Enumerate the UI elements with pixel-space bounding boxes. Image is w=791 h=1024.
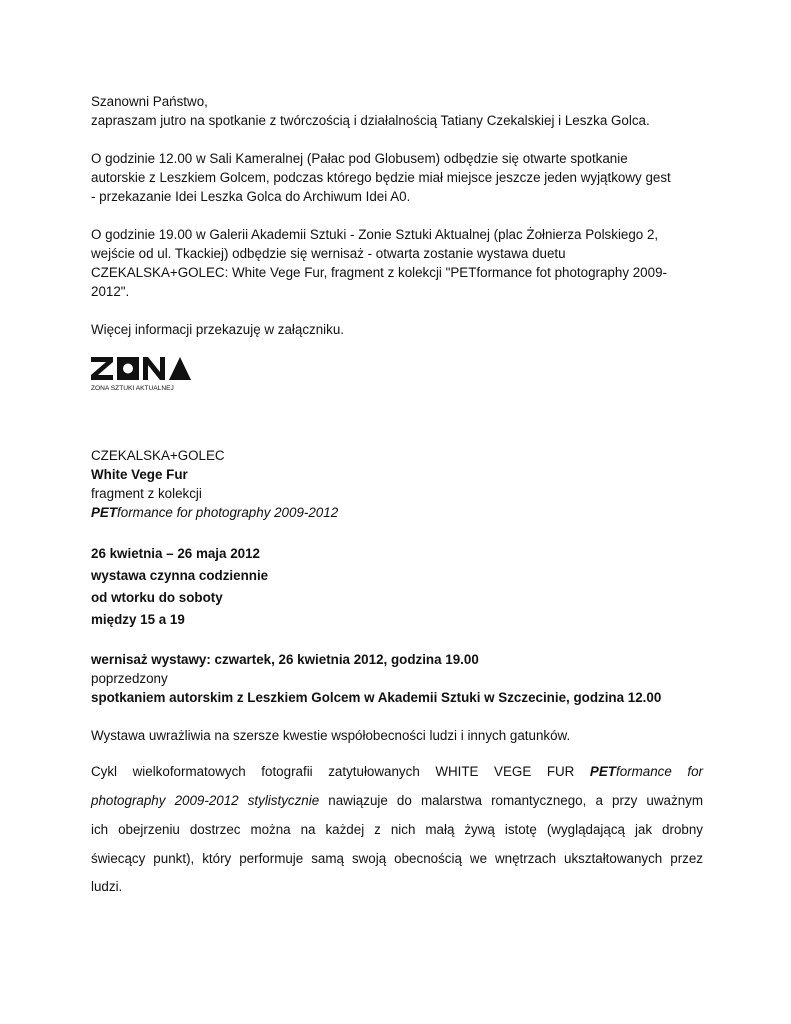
fragment-label: fragment z kolekcji <box>91 486 202 501</box>
vernissage: wernisaż wystawy: czwartek, 26 kwietnia 2012, godzina 19.00 <box>91 652 479 667</box>
para1-line: autorskie z Leszkiem Golcem, podczas którego będzie miał miejsce jeszcze jeden wyjątkowy gest <box>91 170 671 185</box>
description-sentence: Wystawa uwrażliwia na szersze kwestie współobecności ludzi i innych gatunków. <box>91 728 571 743</box>
attachment-note: Więcej informacji przekazuję w załączniku. <box>91 322 345 337</box>
zona-logo <box>91 357 201 393</box>
collection-pet: PET <box>91 505 118 520</box>
collection-rest: formance for photography 2009-2012 <box>117 505 339 520</box>
zona-logo-subtitle: ZONA SZTUKI AKTUALNEJ <box>91 385 174 392</box>
cycle-formance: formance for <box>615 764 703 779</box>
cycle-pet: PET <box>589 764 616 779</box>
description-line: ich obejrzeniu dostrzec można na każdej z nich małą żywą istotę (wyglądającą jak drobny <box>91 822 703 837</box>
description-line <box>91 791 703 811</box>
intro-line: zapraszam jutro na spotkanie z twórczością i działalnością Tatiany Czekalskiej i Leszka Golca. <box>91 113 650 128</box>
artists: CZEKALSKA+GOLEC <box>91 448 225 463</box>
para2-line: CZEKALSKA+GOLEC: White Vege Fur, fragment z kolekcji "PETformance fot photography 2009- <box>91 265 667 280</box>
exhibition-dates: 26 kwietnia – 26 maja 2012 <box>91 546 260 561</box>
open-daily: wystawa czynna codziennie <box>91 568 269 583</box>
para1-line: O godzinie 12.00 w Sali Kameralnej (Pałac pod Globusem) odbędzie się otwarte spotkanie <box>91 151 628 166</box>
open-hours: między 15 a 19 <box>91 612 185 627</box>
para2-line: O godzinie 19.00 w Galerii Akademii Sztuki - Zonie Sztuki Aktualnej (plac Żołnierza Polskiego 2, <box>91 227 659 242</box>
cycle-start: Cykl wielkoformatowych fotografii zatytułowanych WHITE VEGE FUR <box>91 764 590 779</box>
description-line <box>91 762 703 782</box>
open-days: od wtorku do soboty <box>91 590 223 605</box>
greeting: Szanowni Państwo, <box>91 94 208 109</box>
para2-line: wejście od ul. Tkackiej) odbędzie się wernisaż - otwarta zostanie wystawa duetu <box>91 246 566 261</box>
zona-logo-mark <box>91 357 201 393</box>
preceded: poprzedzony <box>91 671 168 686</box>
line2-italic: photography 2009-2012 stylistycznie <box>91 793 320 808</box>
line2-rest: nawiązuje do malarstwa romantycznego, a przy uważnym <box>319 793 703 808</box>
description-line: świecący punkt), który performuje samą swoją obecnością we wnętrzach ukształtowanych przez <box>91 851 703 866</box>
para2-line: 2012". <box>91 284 130 299</box>
author-meeting: spotkaniem autorskim z Leszkiem Golcem w Akademii Sztuki w Szczecinie, godzina 12.00 <box>91 690 662 705</box>
exhibition-title: White Vege Fur <box>91 467 188 482</box>
collection-name <box>91 503 338 523</box>
description-line: ludzi. <box>91 879 123 894</box>
para1-line: - przekazanie Idei Leszka Golca do Archiwum Idei A0. <box>91 189 411 204</box>
